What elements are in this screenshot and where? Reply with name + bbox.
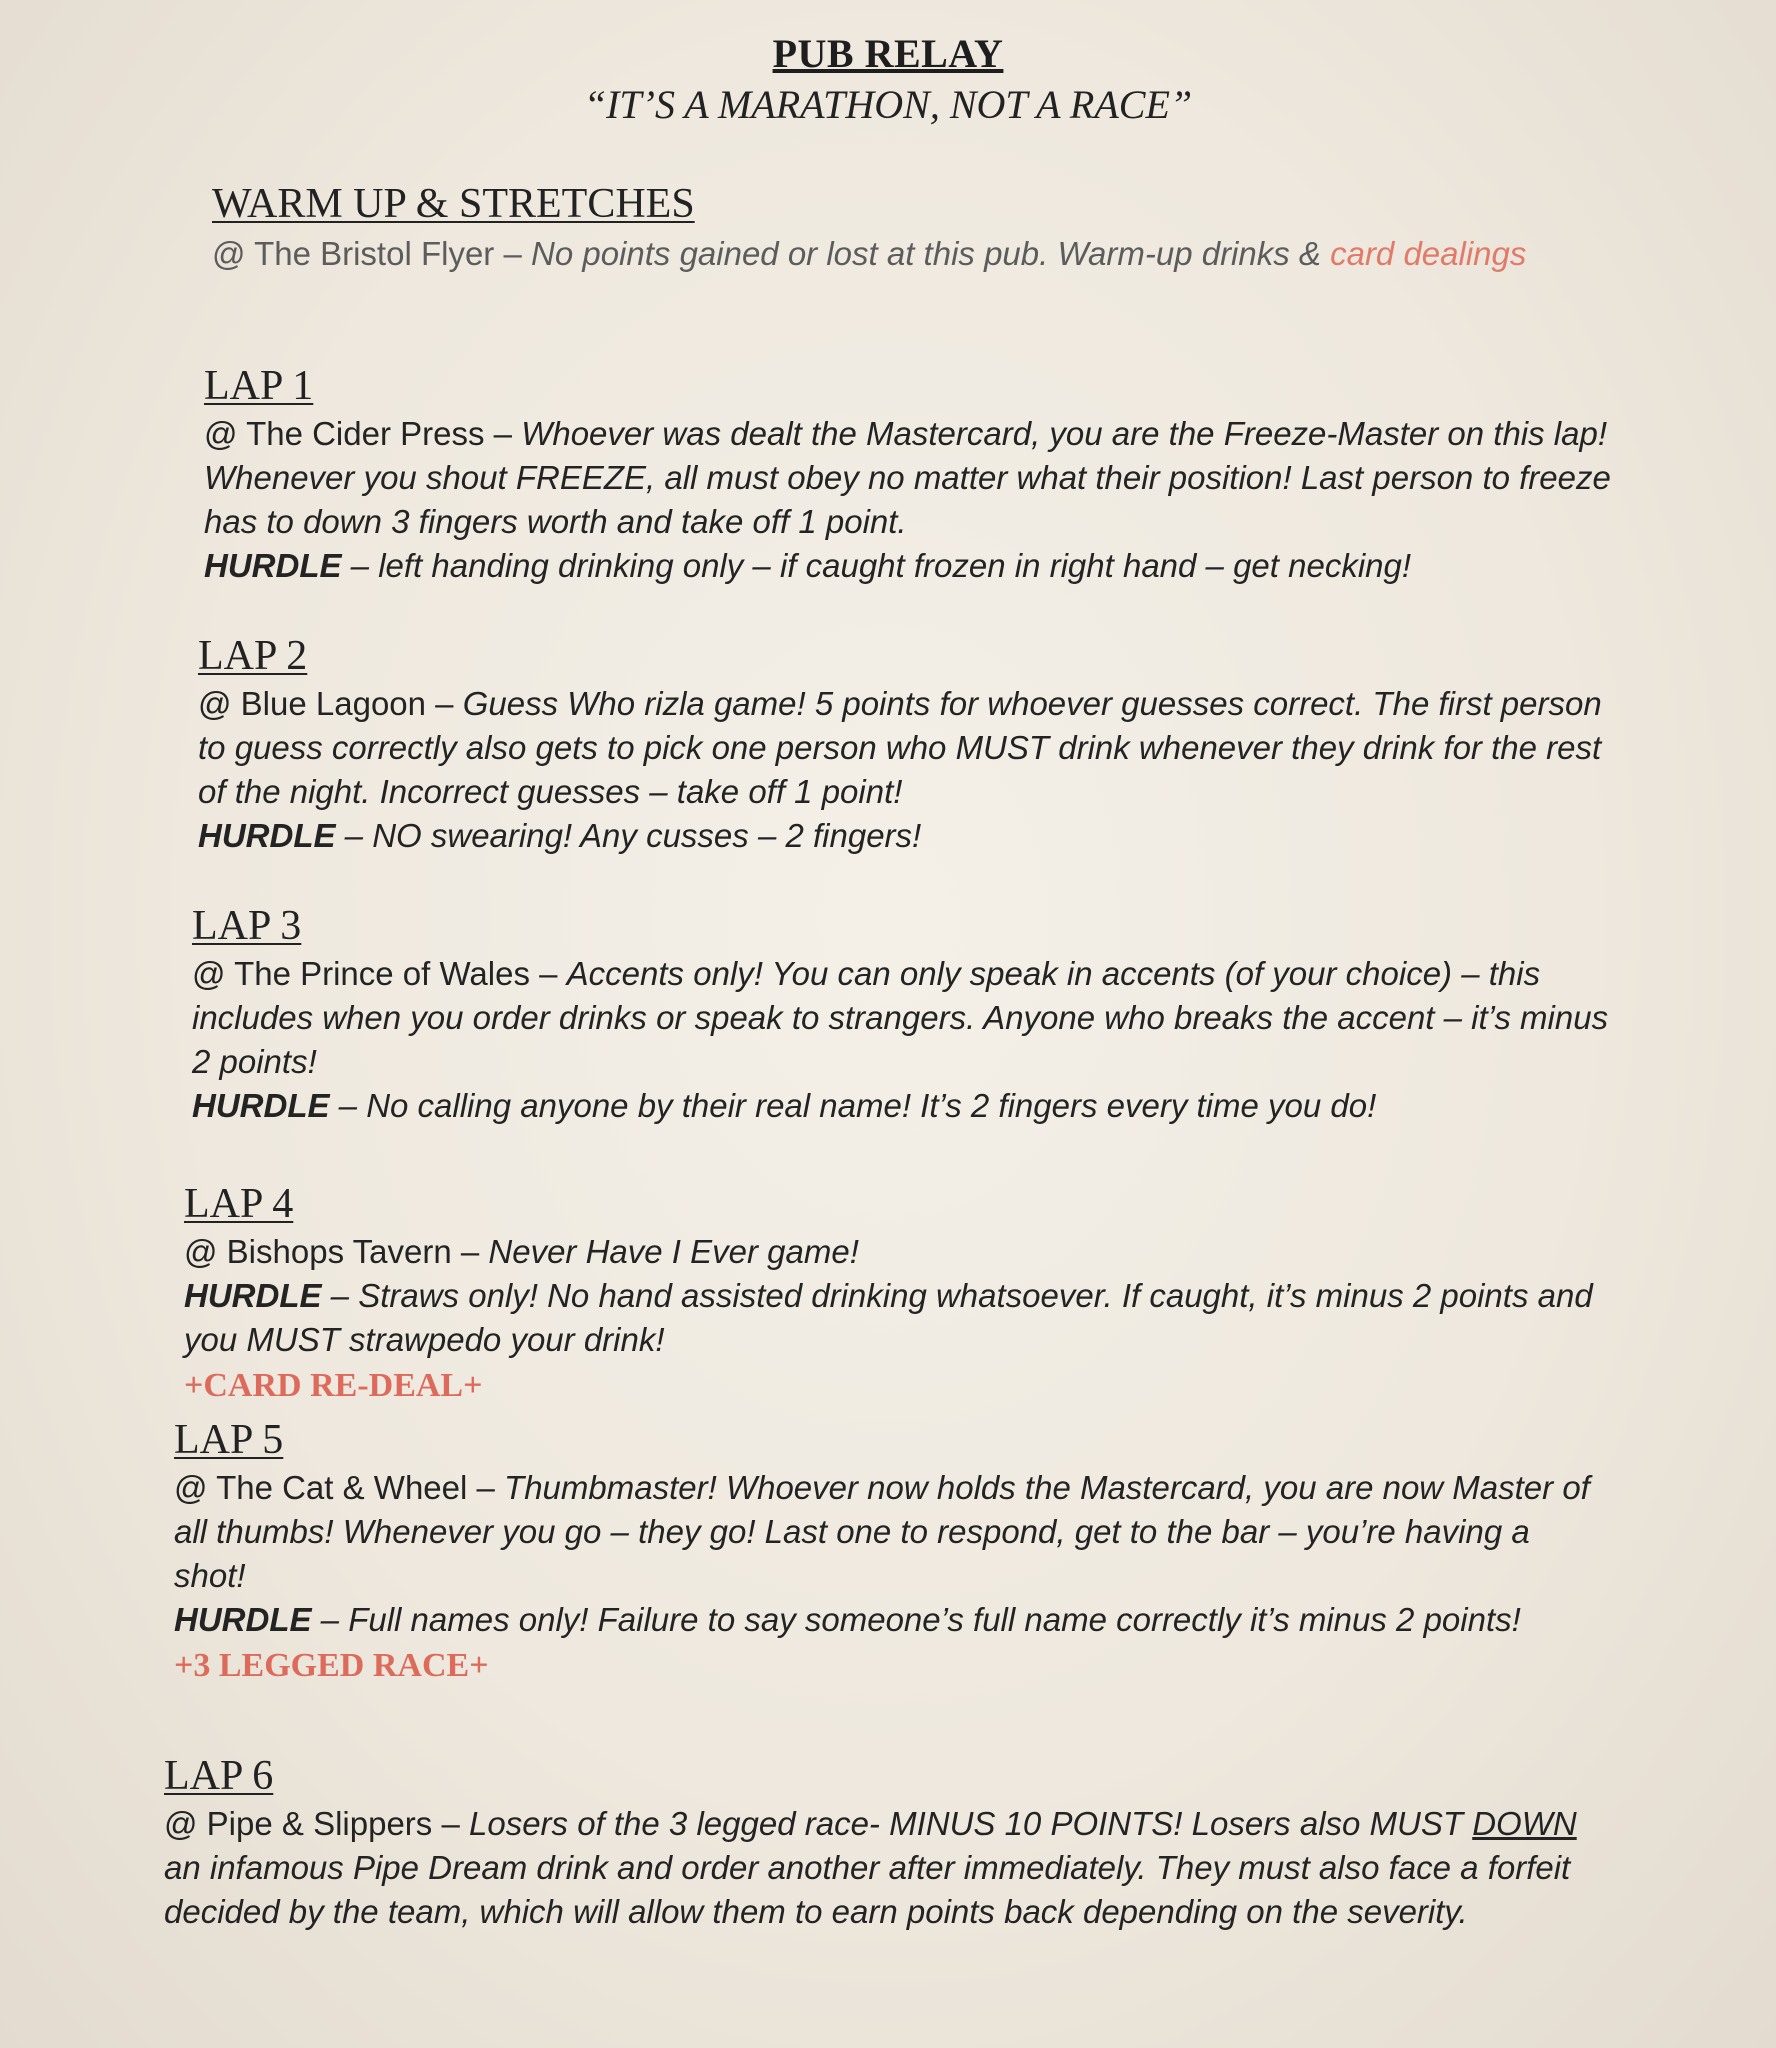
lap-2-heading: LAP 2: [198, 633, 308, 679]
section-lap-2: [198, 630, 1618, 858]
section-lap-5: [174, 1414, 1594, 1688]
lap-2-hurdle: [198, 814, 1618, 858]
lap-2-hurdle-label: HURDLE: [198, 817, 336, 854]
lap-1-description: Whoever was dealt the Mastercard, you are the Freeze-Master on this lap! Whenever you shout FREEZE, all must obey no matter what their position! Last person to freeze has to down 3 fingers worth and take off 1 point.: [204, 415, 1611, 540]
document-title: PUB RELAY: [772, 31, 1004, 76]
document-header: [0, 30, 1776, 128]
warmup-description: No points gained or lost at this pub. Warm-up drinks &: [530, 235, 1331, 272]
lap-5-venue: @ The Cat & Wheel –: [174, 1469, 505, 1506]
lap-6-description-emphasis: DOWN: [1472, 1805, 1577, 1842]
lap-4-hurdle: [184, 1274, 1604, 1362]
lap-2-description: Guess Who rizla game! 5 points for whoever guesses correct. The first person to guess correctly also gets to pick one person who MUST drink whenever they drink for the rest of the night. Incorrect guesses – take off 1 point!: [198, 685, 1602, 810]
lap-2-paragraph: [198, 682, 1618, 814]
lap-4-card-redeal: +CARD RE-DEAL+: [184, 1367, 483, 1404]
lap-4-paragraph: [184, 1230, 1604, 1274]
lap-5-heading: LAP 5: [174, 1417, 284, 1463]
warmup-venue: @ The Bristol Flyer –: [212, 235, 531, 272]
lap-6-heading: LAP 6: [164, 1753, 274, 1799]
lap-6-description-part1: Losers of the 3 legged race- MINUS 10 POINTS! Losers also MUST: [468, 1805, 1473, 1842]
lap-5-hurdle-label: HURDLE: [174, 1601, 312, 1638]
lap-1-heading: LAP 1: [204, 363, 314, 409]
section-lap-4: [184, 1178, 1604, 1408]
lap-3-paragraph: [192, 952, 1612, 1084]
lap-2-hurdle-text: – NO swearing! Any cusses – 2 fingers!: [335, 817, 922, 854]
lap-3-description: Accents only! You can only speak in accents (of your choice) – this includes when you order drinks or speak to strangers. Anyone who breaks the accent – it’s minus 2 points!: [192, 955, 1609, 1080]
lap-1-hurdle: [204, 544, 1624, 588]
lap-4-venue: @ Bishops Tavern –: [184, 1233, 489, 1270]
lap-6-description-part2: an infamous Pipe Dream drink and order another after immediately. They must also face a forfeit decided by the team, which will allow them to earn points back depending on the severity.: [164, 1849, 1571, 1930]
section-lap-6: [164, 1750, 1584, 1934]
lap-5-hurdle: [174, 1598, 1594, 1642]
lap-6-paragraph: [164, 1802, 1584, 1934]
section-warmup: [212, 178, 1632, 276]
lap-3-venue: @ The Prince of Wales –: [192, 955, 567, 992]
lap-1-paragraph: [204, 412, 1624, 544]
section-lap-1: [204, 360, 1624, 588]
lap-4-hurdle-text: – Straws only! No hand assisted drinking whatsoever. If caught, it’s minus 2 points and you MUST strawpedo your drink!: [184, 1277, 1593, 1358]
section-lap-3: [192, 900, 1612, 1128]
lap-5-description: Thumbmaster! Whoever now holds the Mastercard, you are now Master of all thumbs! Whenever you go – they go! Last one to respond, get to the bar – you’re having a shot!: [174, 1469, 1590, 1594]
lap-5-paragraph: [174, 1466, 1594, 1598]
lap-3-hurdle: [192, 1084, 1612, 1128]
lap-3-hurdle-label: HURDLE: [192, 1087, 330, 1124]
warmup-highlight: card dealings: [1330, 235, 1527, 272]
lap-6-venue: @ Pipe & Slippers –: [164, 1805, 469, 1842]
lap-5-three-legged-race: +3 LEGGED RACE+: [174, 1647, 489, 1684]
lap-5-hurdle-text: – Full names only! Failure to say someone’s full name correctly it’s minus 2 points!: [311, 1601, 1521, 1638]
document-subtitle: “IT’S A MARATHON, NOT A RACE”: [583, 82, 1193, 127]
lap-3-heading: LAP 3: [192, 903, 302, 949]
lap-4-heading: LAP 4: [184, 1181, 294, 1227]
lap-1-hurdle-text: – left handing drinking only – if caught frozen in right hand – get necking!: [341, 547, 1412, 584]
lap-2-venue: @ Blue Lagoon –: [198, 685, 463, 722]
lap-1-venue: @ The Cider Press –: [204, 415, 522, 452]
lap-3-hurdle-text: – No calling anyone by their real name! It’s 2 fingers every time you do!: [329, 1087, 1377, 1124]
lap-4-hurdle-label: HURDLE: [184, 1277, 322, 1314]
lap-1-hurdle-label: HURDLE: [204, 547, 342, 584]
lap-4-description: Never Have I Ever game!: [488, 1233, 859, 1270]
warmup-heading: WARM UP & STRETCHES: [212, 181, 695, 227]
warmup-paragraph: [212, 232, 1632, 276]
